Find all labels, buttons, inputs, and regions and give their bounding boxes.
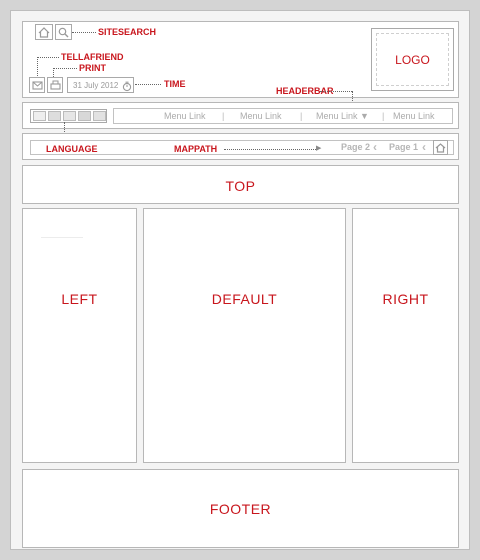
sitesearch-annotation: SITESEARCH [98,27,157,37]
print-annotation: PRINT [79,63,106,73]
nav-bar [22,102,459,129]
breadcrumb-home-icon[interactable] [433,140,448,155]
home-icon[interactable] [35,24,53,40]
date-text: 31 July 2012 [73,80,119,90]
footer-label: FOOTER [209,501,272,517]
mappath-arrow: ▶ [316,145,322,152]
menu-link[interactable]: Menu Link [164,111,206,121]
tellafriend-leader-h [37,57,59,58]
default-region [143,208,346,463]
logo-box[interactable] [371,28,454,91]
menu-separator: | [222,111,225,121]
breadcrumb-bar [22,133,459,160]
flag-icon[interactable] [48,111,61,121]
menu-separator: | [300,111,303,121]
tellafriend-icon[interactable] [29,77,45,93]
menu-separator: | [382,111,385,121]
headerbar-annotation: HEADERBAR [276,86,334,96]
chevron-left-icon: ‹ [422,140,426,154]
flag-icon[interactable] [93,111,106,121]
time-leader [135,84,161,85]
flag-icon[interactable] [78,111,91,121]
breadcrumb-page1[interactable]: Page 1 [389,142,419,152]
mappath-leader [224,149,318,150]
right-region [352,208,459,463]
menu-link[interactable]: Menu Link [393,111,435,121]
sitesearch-leader [72,32,96,33]
footer-region [22,469,459,548]
right-label: RIGHT [382,291,429,307]
left-region [22,208,137,463]
tellafriend-leader-v [37,57,38,76]
mappath-annotation: MAPPATH [174,144,218,154]
print-leader-h [53,68,77,69]
clock-icon [122,79,132,97]
flag-icon[interactable] [63,111,76,121]
menu-bar [113,108,453,124]
menu-link-dropdown[interactable]: Menu Link ▼ [316,111,369,121]
top-label: TOP [225,178,256,194]
top-region [22,165,459,204]
breadcrumb-page2[interactable]: Page 2 [341,142,371,152]
left-inner-line [41,237,83,238]
tellafriend-annotation: TELLAFRIEND [61,52,124,62]
search-icon[interactable] [55,24,72,40]
chevron-left-icon: ‹ [373,140,377,154]
default-label: DEFAULT [211,291,278,307]
logo-label: LOGO [395,53,430,67]
time-annotation: TIME [164,79,186,89]
headerbar-leader-h [320,91,352,92]
language-annotation: LANGUAGE [46,144,98,154]
print-icon[interactable] [47,77,63,93]
flag-icon[interactable] [33,111,46,121]
print-leader-v [53,68,54,77]
menu-link[interactable]: Menu Link [240,111,282,121]
language-flags[interactable] [30,109,107,123]
left-label: LEFT [61,291,98,307]
